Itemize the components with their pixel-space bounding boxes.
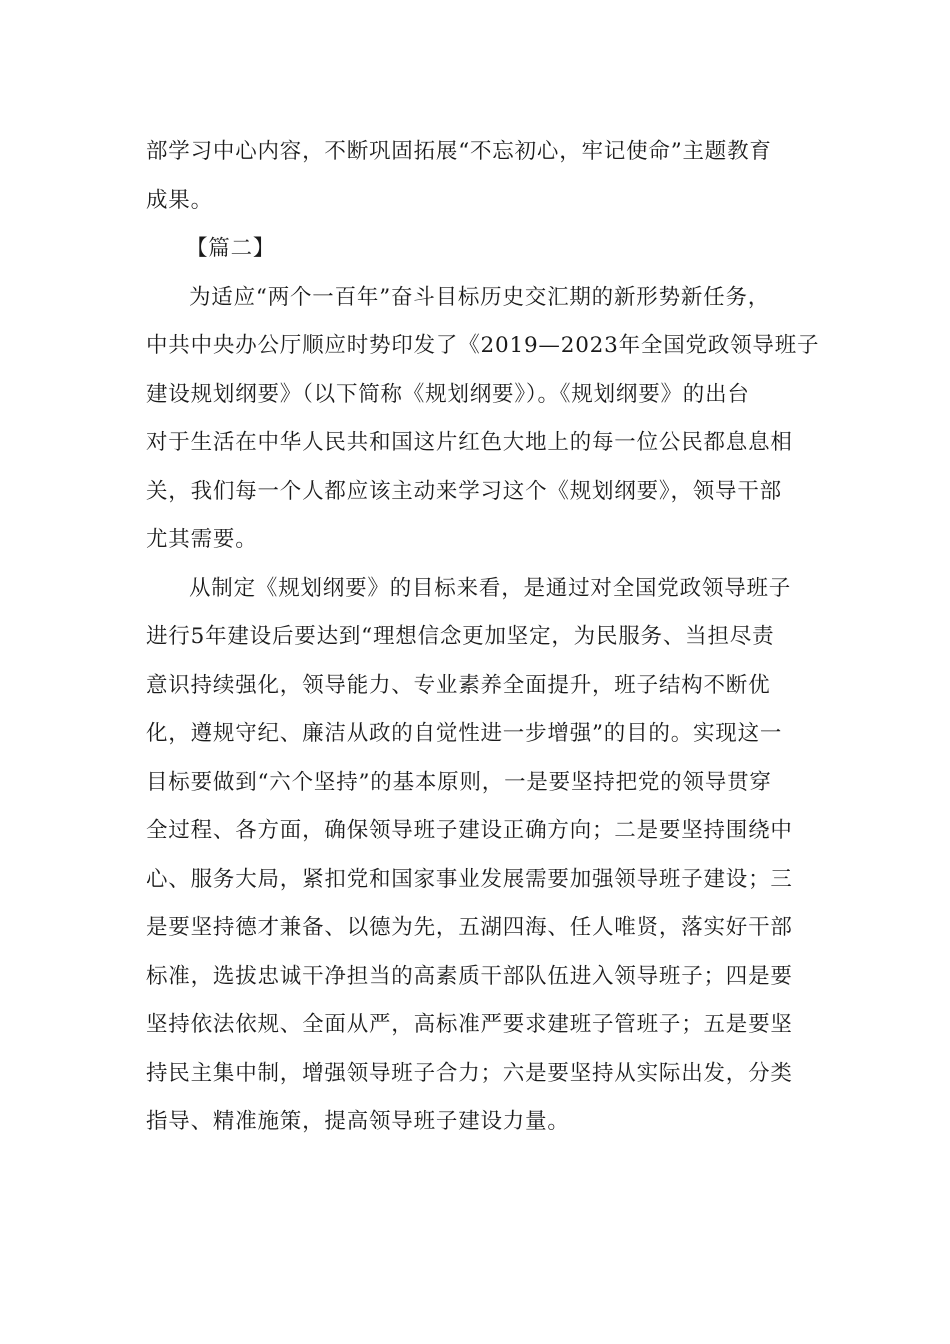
text-line: 指导、精准施策，提高领导班子建设力量。 <box>146 1109 570 1134</box>
text-line: 标准，选拔忠诚干净担当的高素质干部队伍进入领导班子；四是要 <box>146 963 793 989</box>
document-body <box>146 128 820 1147</box>
text-line: 心、服务大局，紧扣党和国家事业发展需要加强领导班子建设；三 <box>146 866 793 892</box>
text-line: 进行5年建设后要达到“理想信念更加坚定，为民服务、当担尽责 <box>146 624 775 649</box>
paragraph <box>146 274 820 565</box>
section-heading <box>146 225 796 274</box>
text-line: 对于生活在中华人民共和国这片红色大地上的每一位公民都息息相 <box>146 430 793 455</box>
text-line: 为适应“两个一百年”奋斗目标历史交汇期的新形势新任务， <box>189 284 771 310</box>
text-line: 目标要做到“六个坚持”的基本原则，一是要坚持把党的领导贯穿 <box>146 769 772 795</box>
text-line: 持民主集中制，增强领导班子合力；六是要坚持从实际出发，分类 <box>146 1060 793 1086</box>
text-line: 化，遵规守纪、廉洁从政的自觉性进一步增强”的目的。实现这一 <box>146 721 783 746</box>
paragraph-continuation <box>146 128 796 225</box>
text-line: 建设规划纲要》（以下简称《规划纲要》）。《规划纲要》的出台 <box>146 381 750 407</box>
text-line: 尤其需要。 <box>146 527 258 552</box>
section-heading-text: 【篇二】 <box>186 236 276 261</box>
text-line: 坚持依法依规、全面从严，高标准严要求建班子管班子；五是要坚 <box>146 1012 793 1037</box>
text-line: 全过程、各方面，确保领导班子建设正确方向；二是要坚持围绕中 <box>146 818 793 843</box>
text-line: 从制定《规划纲要》的目标来看，是通过对全国党政领导班子 <box>189 575 792 601</box>
text-line: 部学习中心内容，不断巩固拓展“不忘初心，牢记使命”主题教育 <box>146 139 772 164</box>
text-line: 意识持续强化，领导能力、专业素养全面提升，班子结构不断优 <box>146 672 771 698</box>
text-line: 关，我们每一个人都应该主动来学习这个《规划纲要》，领导干部 <box>146 478 782 504</box>
text-line: 成果。 <box>146 187 213 213</box>
text-line: 是要坚持德才兼备、以德为先，五湖四海、任人唯贤，落实好干部 <box>146 915 793 940</box>
paragraph <box>146 565 796 1147</box>
text-line: 中共中央办公厅顺应时势印发了《2019—2023年全国党政领导班子 <box>146 333 820 358</box>
